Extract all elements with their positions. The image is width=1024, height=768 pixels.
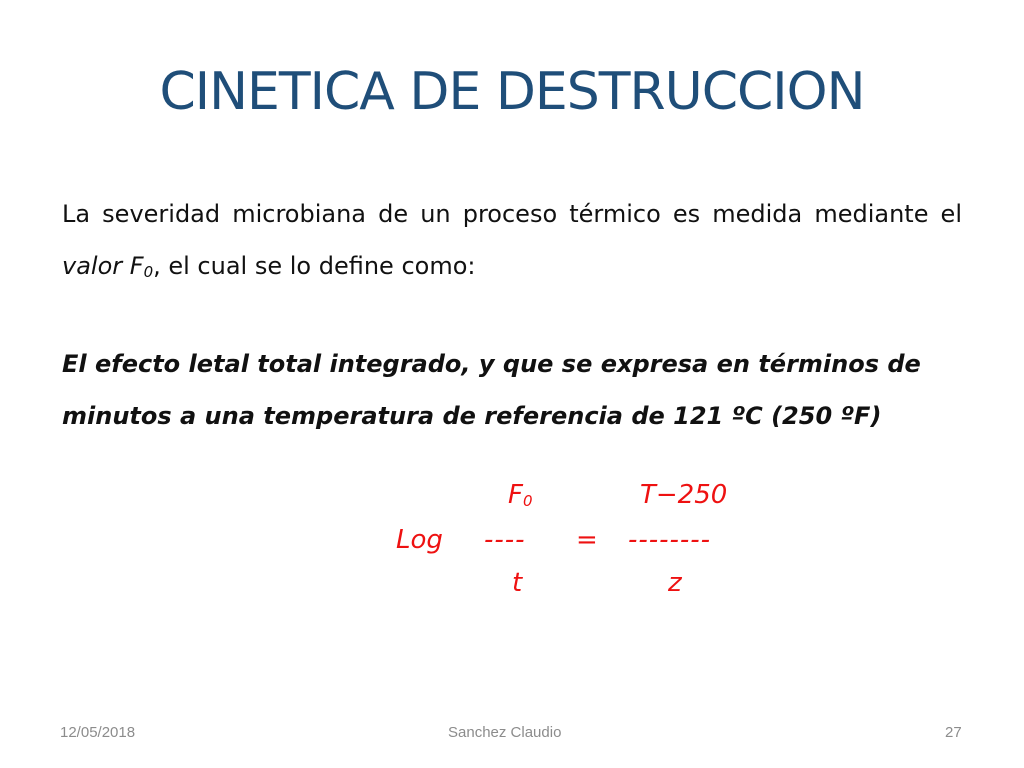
definition-paragraph <box>62 188 962 295</box>
formula-left-fraction-bar: ---- <box>484 525 526 555</box>
footer-page-number: 27 <box>945 724 962 741</box>
definition-statement: El efecto letal total integrado, y que se expresa en términos de minutos a una temperatura de referencia de 121 ºC (250 ºF) <box>62 350 921 430</box>
formula-f-label: F <box>508 480 523 510</box>
formula-left-denominator: t <box>512 568 523 598</box>
paragraph-text-after: , el cual se lo define como: <box>153 252 476 280</box>
formula-right-numerator: T−250 <box>640 480 728 510</box>
formula-f-subscript: 0 <box>522 492 533 510</box>
formula-right-denominator: z <box>668 568 682 598</box>
f0-subscript: 0 <box>143 263 154 281</box>
formula-equals: = <box>576 525 598 555</box>
formula-f0 <box>508 480 533 510</box>
valor-f0-term <box>62 252 153 280</box>
formula-right-fraction-bar: -------- <box>628 525 712 555</box>
footer-author: Sanchez Claudio <box>448 724 562 741</box>
paragraph-text-before: La severidad microbiana de un proceso térmico es medida mediante el <box>62 200 962 228</box>
formula-log: Log <box>396 525 443 555</box>
slide-title: CINETICA DE DESTRUCCION <box>159 62 865 122</box>
footer-date: 12/05/2018 <box>60 724 136 741</box>
valor-f-label: valor F <box>62 252 144 280</box>
